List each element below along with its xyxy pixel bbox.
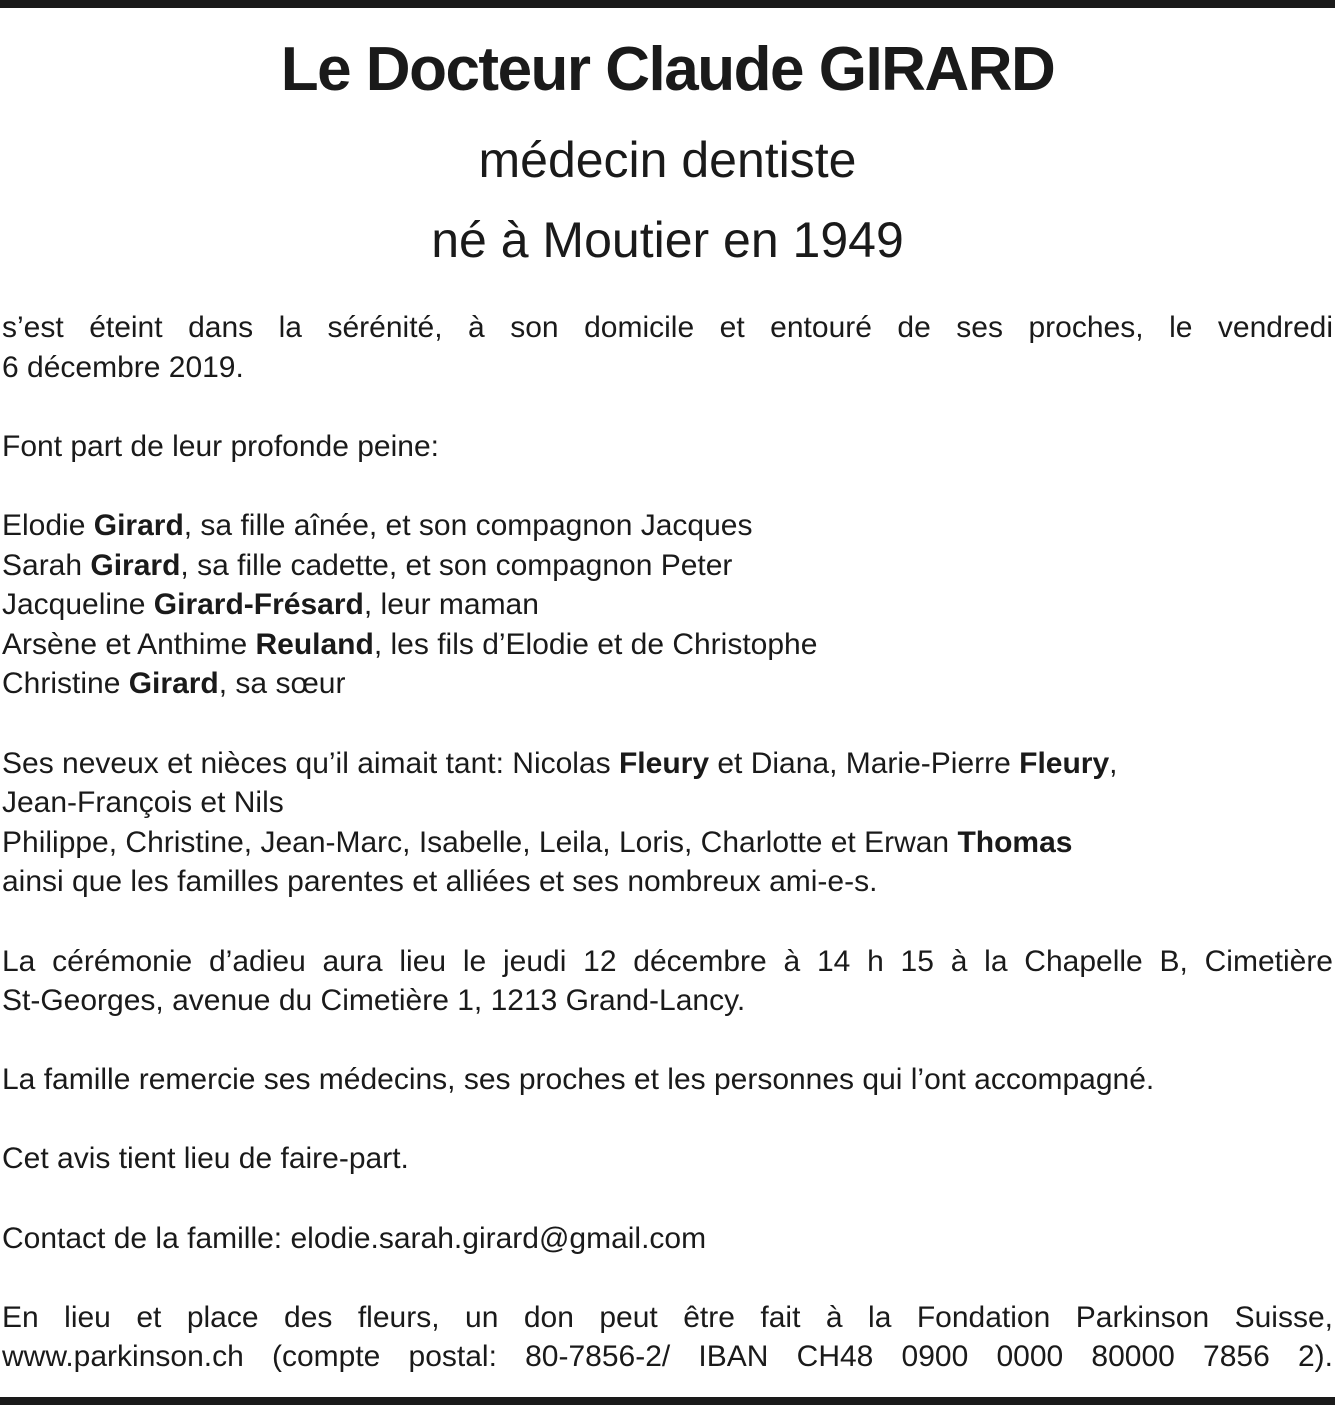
notice: Cet avis tient lieu de faire-part.: [2, 1142, 409, 1176]
contact: Contact de la famille: elodie.sarah.girard@gmail.com: [2, 1221, 707, 1255]
nephews-line: Ses neveux et nièces qu’il aimait tant: Nicolas Fleury et Diana, Marie-Pierre Fleury,: [2, 746, 1118, 780]
family-member: Sarah Girard, sa fille cadette, et son compagnon Peter: [2, 548, 733, 582]
family-member: Jacqueline Girard-Frésard, leur maman: [2, 588, 539, 622]
announce: Font part de leur profonde peine:: [2, 429, 439, 463]
ceremony-line: La cérémonie d’adieu aura lieu le jeudi 12 décembre à 14 h 15 à la Chapelle B, Cimetière: [2, 944, 1333, 978]
thanks: La famille remercie ses médecins, ses proches et les personnes qui l’ont accompagné.: [2, 1063, 1155, 1097]
donation-line: www.parkinson.ch (compte postal: 80-7856-2/ IBAN CH48 0900 0000 80000 7856 2).: [2, 1340, 1333, 1374]
intro-line: s’est éteint dans la sérénité, à son domicile et entouré de ses proches, le vendredi: [2, 311, 1333, 344]
top-rule: [0, 0, 1335, 8]
nephews-line: Philippe, Christine, Jean-Marc, Isabelle, Leila, Loris, Charlotte et Erwan Thomas: [2, 825, 1073, 859]
deceased-name: Le Docteur Claude GIRARD: [280, 35, 1055, 104]
bottom-rule: [0, 1397, 1335, 1405]
ceremony-line: St-Georges, avenue du Cimetière 1, 1213 Grand-Lancy.: [2, 984, 746, 1018]
family-member: Elodie Girard, sa fille aînée, et son compagnon Jacques: [2, 508, 753, 542]
nephews-line: Jean-François et Nils: [2, 786, 284, 820]
family-member: Arsène et Anthime Reuland, les fils d’Elodie et de Christophe: [2, 627, 818, 661]
birth-info: né à Moutier en 1949: [431, 212, 904, 268]
obituary-body: [2, 308, 1333, 1377]
donation-line: En lieu et place des fleurs, un don peut être fait à la Fondation Parkinson Suisse,: [2, 1300, 1333, 1334]
intro-line: 6 décembre 2019.: [2, 350, 244, 384]
nephews-line: ainsi que les familles parentes et alliées et ses nombreux ami-e-s.: [2, 865, 878, 899]
profession: médecin dentiste: [478, 132, 857, 188]
family-member: Christine Girard, sa sœur: [2, 667, 346, 701]
